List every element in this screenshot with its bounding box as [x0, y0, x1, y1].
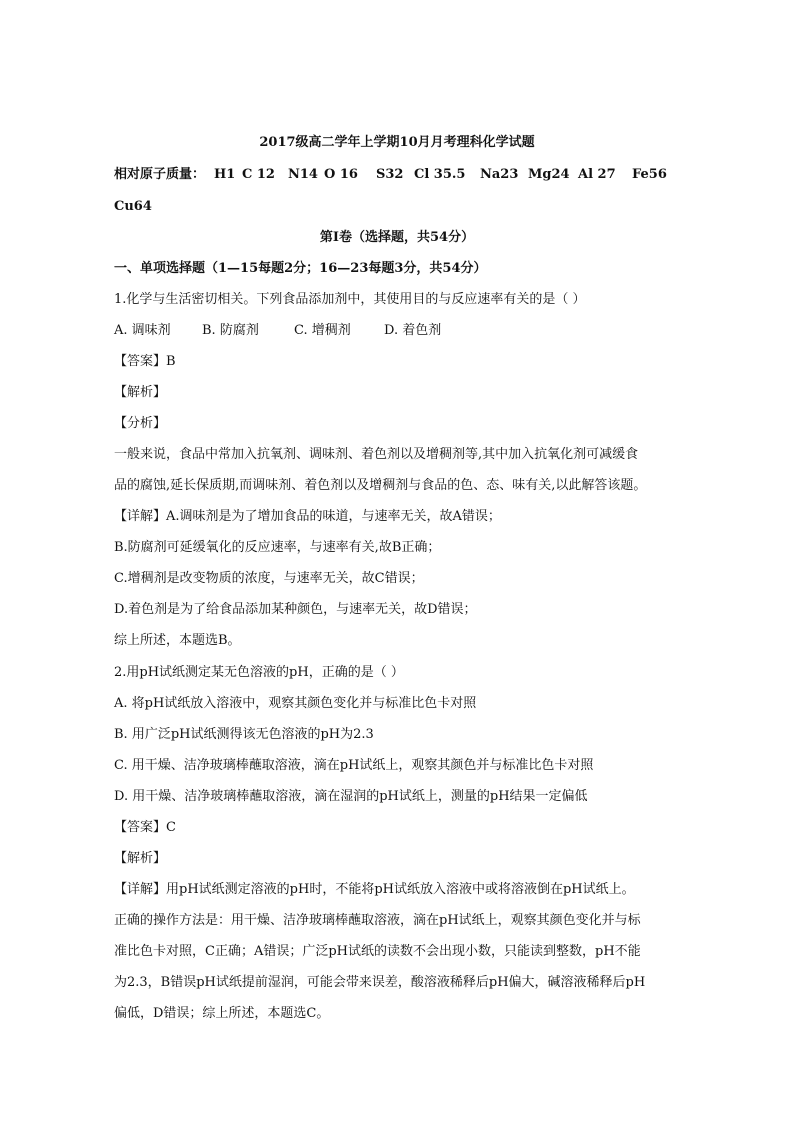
atomic-mass-item: N14 — [288, 167, 318, 182]
q1-stem: 1.化学与生活密切相关。下列食品添加剂中，其使用目的与反应速率有关的是（ ） — [114, 292, 586, 307]
q1-text-line: 一般来说，食品中常加入抗氧剂、调味剂、着色剂以及增稠剂等,其中加入抗氧化剂可减缓食 — [114, 447, 639, 462]
section-title: 第Ⅰ卷（选择题，共54分） — [319, 230, 475, 245]
atomic-mass-item: C 12 — [242, 167, 275, 182]
q2-answer: 【答案】C — [114, 820, 176, 835]
part-title: 一、单项选择题（1—15每题2分；16—23每题3分，共54分） — [114, 261, 487, 276]
q1-fenxi-heading: 【分析】 — [114, 416, 167, 431]
q2-text-line: 为2.3，B错误pH试纸提前湿润，可能会带来误差，酸溶液稀释后pH偏大，碱溶液稀释后pH — [114, 975, 646, 990]
q1-option-a: A. 调味剂 — [114, 323, 171, 338]
atomic-mass-item: Fe56 — [632, 167, 667, 182]
atomic-mass-item: O 16 — [324, 167, 358, 182]
q2-text-line: 准比色卡对照，C正确；A错误；广泛pH试纸的读数不会出现小数，只能读到整数，pH不能 — [114, 944, 641, 959]
q1-text-line: 综上所述，本题选B。 — [114, 633, 241, 648]
atomic-mass-label: 相对原子质量： — [114, 167, 206, 182]
atomic-mass-item: Al 27 — [578, 167, 616, 182]
q2-option-b: B. 用广泛pH试纸测得该无色溶液的pH为2.3 — [114, 727, 374, 742]
q2-analysis-heading: 【解析】 — [114, 851, 167, 866]
q1-text-line: 品的腐蚀,延长保质期,而调味剂、着色剂以及增稠剂与食品的色、态、味有关,以此解答该题。 — [114, 478, 647, 493]
q1-text-line: C.增稠剂是改变物质的浓度，与速率无关，故C错误； — [114, 571, 424, 586]
q2-option-d: D. 用干燥、洁净玻璃棒蘸取溶液，滴在湿润的pH试纸上，测量的pH结果一定偏低 — [114, 789, 588, 804]
q2-text-line: 【详解】用pH试纸测定溶液的pH时，不能将pH试纸放入溶液中或将溶液倒在pH试纸上。 — [114, 882, 635, 897]
q2-option-c: C. 用干燥、洁净玻璃棒蘸取溶液，滴在pH试纸上，观察其颜色并与标准比色卡对照 — [114, 758, 594, 773]
atomic-mass-item: H1 — [214, 167, 236, 182]
q1-option-c: C. 增稠剂 — [294, 323, 351, 338]
atomic-mass-item: Na23 — [480, 167, 519, 182]
atomic-mass-item: Mg24 — [528, 167, 570, 182]
exam-title: 2017级高二学年上学期10月月考理科化学试题 — [259, 135, 535, 150]
q1-text-line: D.着色剂是为了给食品添加某种颜色，与速率无关，故D错误； — [114, 602, 477, 617]
q2-option-a: A. 将pH试纸放入溶液中，观察其颜色变化并与标准比色卡对照 — [114, 696, 477, 711]
q1-answer: 【答案】B — [114, 354, 176, 369]
q1-options — [114, 322, 514, 340]
atomic-mass-line — [114, 166, 694, 184]
atomic-mass-item: S32 — [376, 167, 404, 182]
q1-option-b: B. 防腐剂 — [202, 323, 259, 338]
q1-analysis-heading: 【解析】 — [114, 385, 167, 400]
q1-text-line: 【详解】A.调味剂是为了增加食品的味道，与速率无关，故A错误； — [114, 509, 501, 524]
atomic-mass-item: Cl 35.5 — [414, 167, 466, 182]
q2-text-line: 偏低，D错误；综上所述，本题选C。 — [114, 1006, 330, 1021]
q1-text-line: B.防腐剂可延缓氧化的反应速率，与速率有关,故B正确； — [114, 540, 441, 555]
q2-stem: 2.用pH试纸测定某无色溶液的pH，正确的是（ ） — [114, 665, 404, 680]
atomic-mass-wrap: Cu64 — [114, 199, 152, 214]
q2-text-line: 正确的操作方法是：用干燥、洁净玻璃棒蘸取溶液，滴在pH试纸上，观察其颜色变化并与标 — [114, 913, 641, 928]
q1-option-d: D. 着色剂 — [384, 323, 442, 338]
